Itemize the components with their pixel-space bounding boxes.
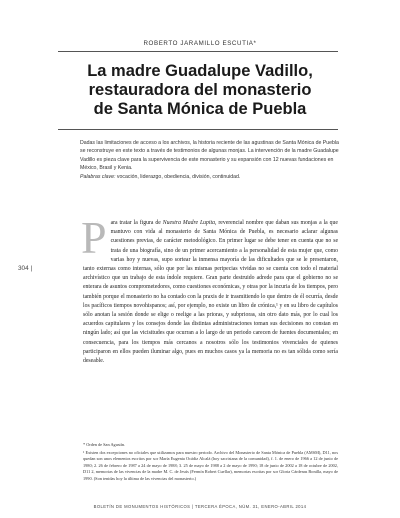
- body-italic-name: Nuestra Madre Lupita: [162, 220, 215, 226]
- footnotes: [83, 442, 338, 484]
- footnote-2: ¹ Existen dos excepciones no oficiales que utilizamos para nuestro periodo. Archivo del Monasterio de Santa Mónica de Puebla (AMSM), D11, nos quedan son unos elementos escritos por sor María Eugenia Ocádiz Alcalá (hoy sacristana de la comunidad), f. 1. de enero de 1966 a 12 de junio de 1980; 2. 26 de febrero de 1987 a 24 de mayo de 1988; 3. 25 de mayo de 1988 a 2 de mayo de 1990; 18 de junio de 2002 a 18 de octubre de 2002, D11 2, memorias de las vivencias de la madre M. C. de Jesús (Fermín Robert Cuellar), memorias escritas por sor Gloria Cárdenas Bonilla, mayo de 1990. (Son tenidas hoy la última de las vivencias del monasterio.): [83, 449, 338, 481]
- article-body: [81, 212, 338, 366]
- article-title: [40, 62, 360, 119]
- body-text-start: ara tratar la figura de: [110, 220, 163, 226]
- title-line-1: La madre Guadalupe Vadillo,: [87, 62, 313, 80]
- running-footer: BOLETÍN DE MONUMENTOS HISTÓRICOS | TERCERA ÉPOCA, NÚM. 31, ENERO-ABRIL 2014: [93, 504, 307, 509]
- drop-cap: P: [81, 212, 107, 263]
- title-rule: [58, 129, 338, 130]
- title-line-3: de Santa Mónica de Puebla: [93, 100, 307, 118]
- author-name: ROBERTO JARAMILLO ESCUTIA*: [143, 40, 257, 47]
- keywords: vocación, liderazgo, obediencia, división, continuidad.: [115, 173, 241, 180]
- footnote-1: * Orden de San Agustín.: [83, 442, 126, 447]
- page-number: 304 |: [18, 265, 33, 272]
- abstract: [80, 139, 340, 181]
- abstract-text: Dadas las limitaciones de acceso a los archivos, la historia reciente de las agustinas de Santa Mónica de Puebla se reconstruye en este texto a través de testimonios de algunas monjas. La intervención de la madre Guadalupe Vadillo es pieza clave para la supervivencia de este monasterio y su expansión con 12 nuevas fundaciones en México, Brasil y Kenia.: [80, 140, 339, 172]
- body-text-rest: , reverencial nombre que daban sus monjas a la que mantuvo con vida al monasterio de Santa Mónica de Puebla, es necesario aclarar algunas cuestiones previas, de carácter metodológico. En primer lugar se debe tener en cuenta que no se trata de una biografía, sino de un primer acercamiento a la personalidad de esta mujer que, como varias hoy y nuevas, supo sortear la inmensa mayoría de las dificultades que se le presentaron, tanto externas como internas, sólo que por las mismas peripecias vividas no se cuenta con todo el material archivístico que un trabajo de esta índole requiere. Gran parte destruido adrede para que el gobierno no se enterara de asuntos comprometedores, como cuestiones económicas, y otras por la incuria de los tiempos, pero también porque el monasterio no ha contado con la praxis de ir trasmitiendo lo que dentro de él ocurría, desde los pacíficos tiempos novohispanos; así, por ejemplo, no existe un libro de crónica,¹ y en su libro de capítulos sólo anotan la sesión donde se elige o reelige a las prioras, y subprioras, sin otro dato más, por lo cual los acuerdos capitulares y los consejos donde las distintas administraciones toman sus decisiones no constan en ningún lado; así que las vicisitudes que ocurran a lo largo de un periodo carecen de fuentes documentales; en consecuencia, para los tiempos más cercanos a nosotros sólo los testimonios vivenciales de quienes participaron en ellos pueden iluminar algo, pues en muchos casos ya la memoria no es tan sólida como sería deseable.: [83, 220, 338, 365]
- header-rule: [58, 51, 338, 52]
- title-line-2: restauradora del monasterio: [88, 81, 312, 99]
- keywords-label: Palabras clave:: [80, 173, 116, 180]
